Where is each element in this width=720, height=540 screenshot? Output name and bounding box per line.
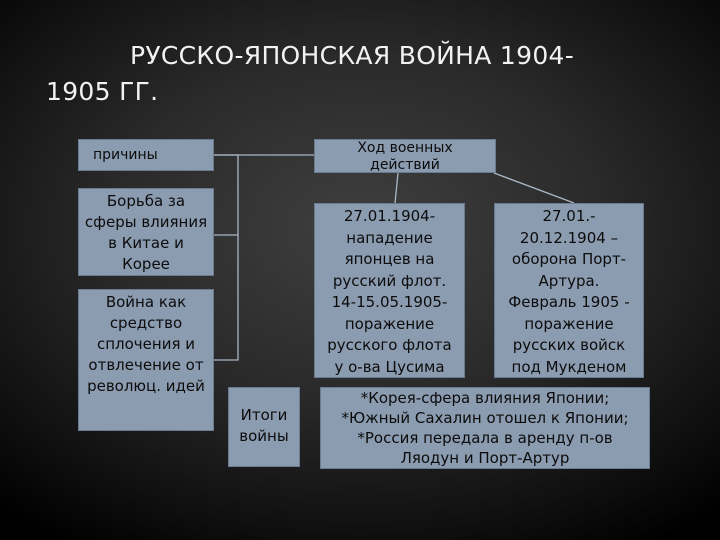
slide-title bbox=[46, 38, 646, 110]
war-as-means-box bbox=[78, 289, 214, 431]
war-as-means-label: Война как средство сплочения и отвлечение от революц. идей bbox=[87, 293, 205, 395]
results-detail-box bbox=[320, 387, 650, 469]
results-box bbox=[228, 387, 300, 467]
connector-course-battle-1 bbox=[395, 173, 398, 203]
battle-2-label: 27.01.- 20.12.1904 – оборона Порт-Артура. Февраль 1905 - поражение русских войск под Мукденом bbox=[508, 207, 630, 376]
slide-title-line-2: 1905 ГГ. bbox=[46, 77, 159, 106]
connector-course-battle-2 bbox=[494, 173, 574, 203]
slide-title-line-1: РУССКО-ЯПОНСКАЯ ВОЙНА 1904- bbox=[130, 41, 575, 70]
course-label: Ход военных действий bbox=[357, 140, 453, 173]
battle-1-box bbox=[314, 203, 465, 378]
battle-2-box bbox=[494, 203, 644, 378]
sphere-struggle-label: Борьба за сферы влияния в Китае и Корее bbox=[84, 192, 208, 273]
sphere-struggle-box bbox=[78, 188, 214, 276]
results-detail-label: *Корея-сфера влияния Японии; *Южный Сахалин отошел к Японии; *Россия передала в аренду п-ов Ляодун и Порт-Артур bbox=[341, 389, 629, 467]
results-label: Итоги войны bbox=[239, 406, 289, 445]
battle-1-label: 27.01.1904- нападение японцев на русский флот. 14-15.05.1905- поражение русского флота у о-ва Цусима bbox=[327, 207, 452, 376]
causes-label: причины bbox=[93, 147, 158, 163]
causes-box bbox=[78, 139, 214, 171]
connector-causes-bracket bbox=[214, 155, 238, 360]
course-box bbox=[314, 139, 496, 173]
